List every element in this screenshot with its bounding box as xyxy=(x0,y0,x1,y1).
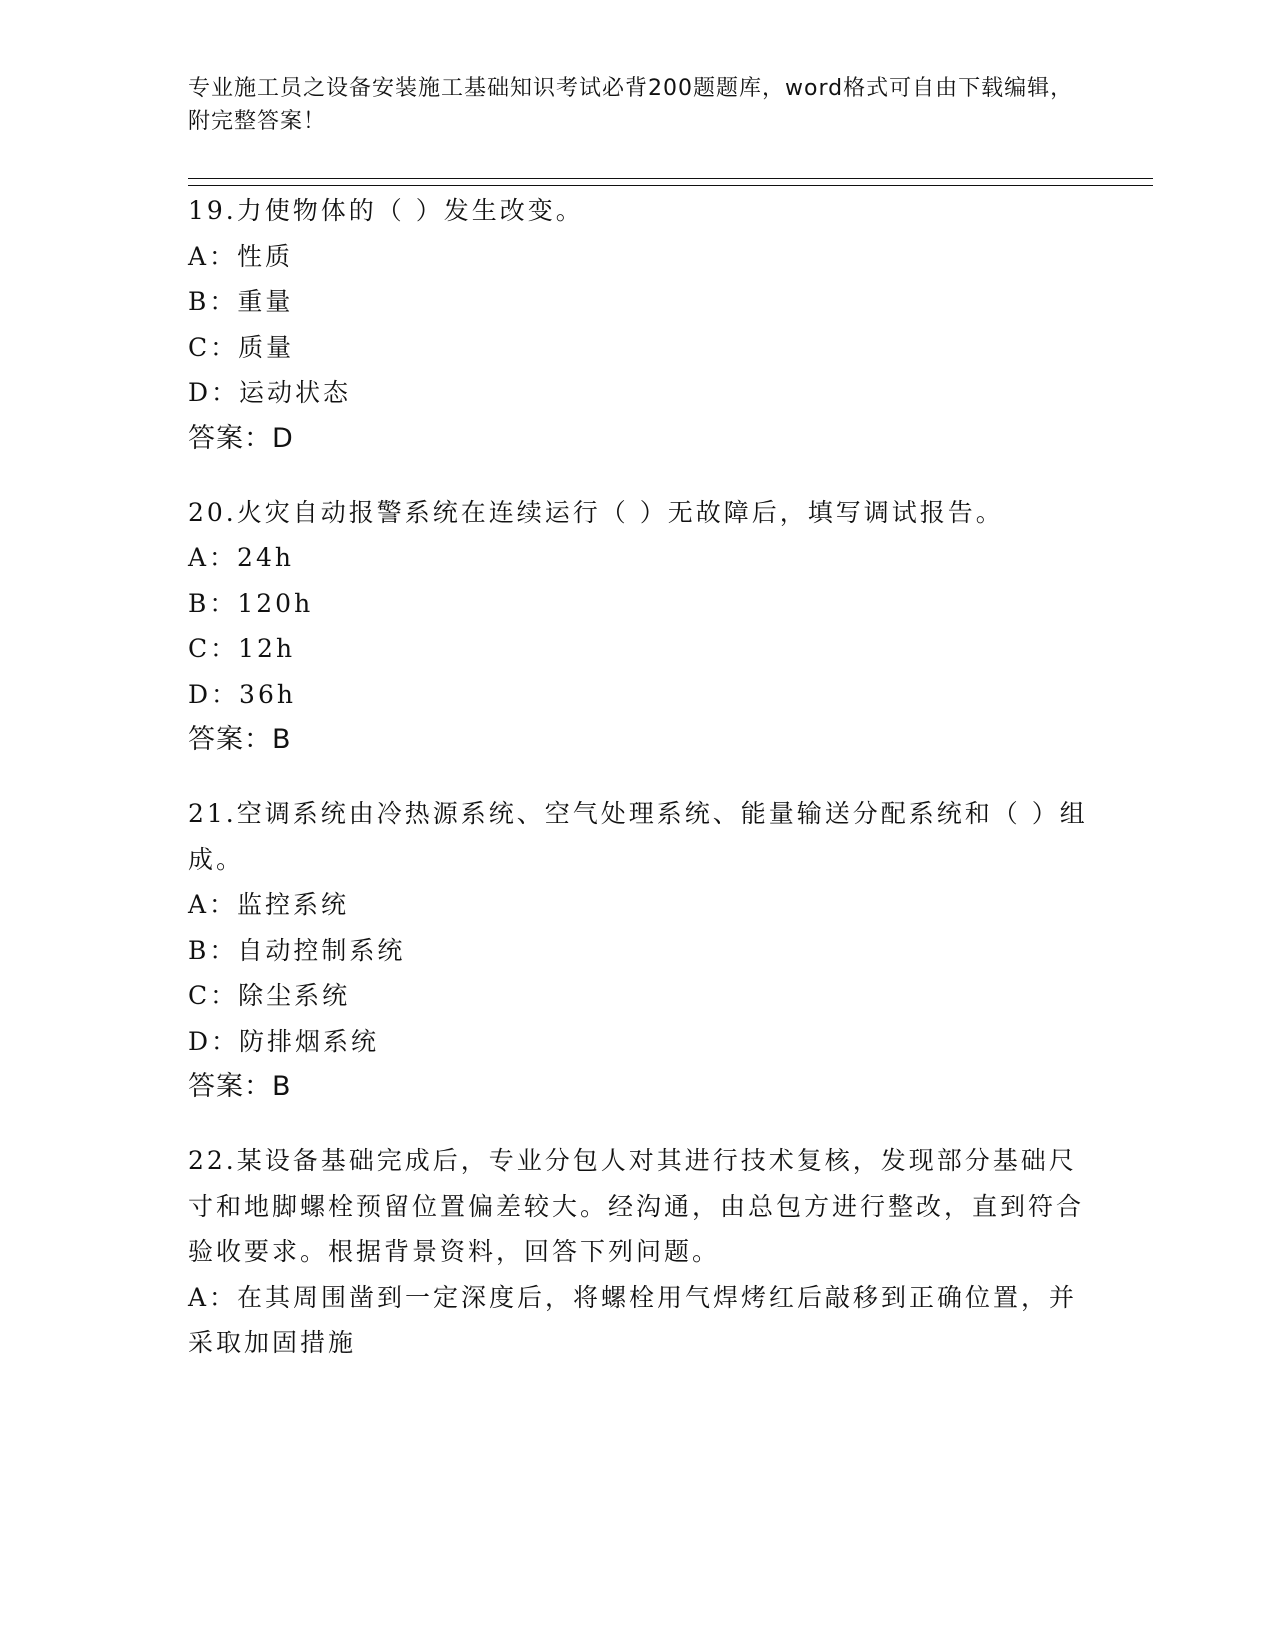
option-b: B：自动控制系统 xyxy=(188,935,406,965)
option-a: A：在其周围凿到一定深度后，将螺栓用气焊烤红后敲移到正确位置，并采取加固措施 xyxy=(188,1282,1078,1357)
option-d: D：运动状态 xyxy=(188,378,352,407)
question-21 xyxy=(188,791,1088,1110)
question-19 xyxy=(188,188,1088,462)
question-stem: 20.火灾自动报警系统在连续运行（ ）无故障后，填写调试报告。 xyxy=(188,497,1004,527)
option-d: D：36h xyxy=(188,679,296,709)
document-header: 专业施工员之设备安装施工基础知识考试必背200题题库，word格式可自由下载编辑，附完整答案！ xyxy=(188,76,1074,134)
option-a: A：监控系统 xyxy=(188,890,350,919)
question-22 xyxy=(188,1138,1088,1366)
header-divider xyxy=(188,178,1153,186)
answer: 答案：B xyxy=(188,1071,292,1102)
answer: 答案：B xyxy=(188,724,292,755)
question-list xyxy=(188,188,1088,1394)
option-a: A：24h xyxy=(188,543,294,572)
question-stem: 19.力使物体的（ ）发生改变。 xyxy=(188,196,584,225)
answer: 答案：D xyxy=(188,422,294,454)
question-20 xyxy=(188,490,1088,764)
option-d: D：防排烟系统 xyxy=(188,1026,380,1056)
option-b: B：重量 xyxy=(188,287,294,316)
option-b: B：120h xyxy=(188,588,314,618)
question-stem: 22.某设备基础完成后，专业分包人对其进行技术复核，发现部分基础尺寸和地脚螺栓预留位置偏差较大。经沟通，由总包方进行整改，直到符合验收要求。根据背景资料，回答下列问题。 xyxy=(188,1146,1085,1266)
option-a: A：性质 xyxy=(188,241,294,271)
option-c: C：质量 xyxy=(188,332,295,362)
option-c: C：除尘系统 xyxy=(188,981,351,1010)
option-c: C：12h xyxy=(188,634,296,663)
question-stem: 21.空调系统由冷热源系统、空气处理系统、能量输送分配系统和（ ）组成。 xyxy=(188,799,1088,874)
